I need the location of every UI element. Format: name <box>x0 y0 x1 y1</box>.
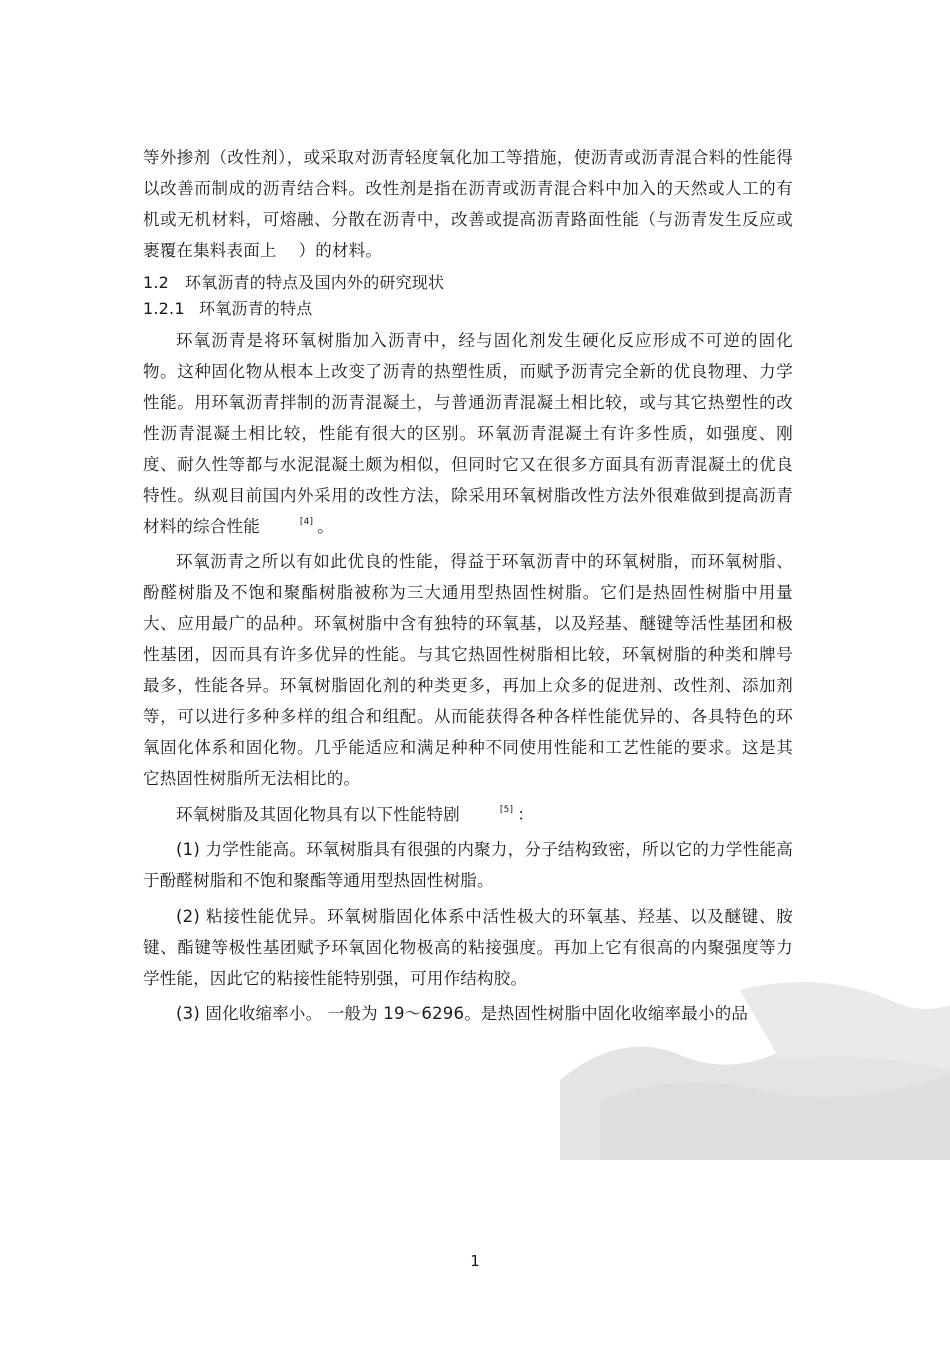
section-number: 1.2 <box>143 272 170 292</box>
subsection-title: 环氧沥青的特点 <box>199 298 313 318</box>
list-item-adhesion-properties: (2) 粘接性能优异。环氧树脂固化体系中活性极大的环氧基、羟基、以及醚键、胺键、酯键等极性基团赋予环氧固化物极高的粘接强度。再加上它有很高的内聚强度等力学性能，因此它的粘接性能特别强，可用作结构胶。 <box>143 906 793 988</box>
section-heading-1-2 <box>143 271 793 295</box>
paragraph-properties-intro: 环氧树脂及其固化物具有以下性能特剧 [5] ： <box>176 804 534 824</box>
section-title: 环氧沥青的特点及国内外的研究现状 <box>185 272 445 292</box>
subsection-number: 1.2.1 <box>143 298 185 318</box>
paragraph-epoxy-resin-advantages: 环氧沥青之所以有如此优良的性能，得益于环氧沥青中的环氧树脂，而环氧树脂、酚醛树脂及不饱和聚酯树脂被称为三大通用型热固性树脂。它们是热固性树脂中用量大、应用最广的品种。环氧树脂中含有独特的环氧基，以及羟基、醚键等活性基团和极性基团，因而具有许多优异的性能。与其它热固性树脂相比较，环氧树脂的种类和牌号最多，性能各异。环氧树脂固化剂的种类更多，再加上众多的促进剂、改性剂、添加剂等，可以进行多种多样的组合和组配。从而能获得各种各样性能优异的、各具特色的环氧固化体系和固化物。几乎能适应和满足种种不同使用性能和工艺性能的要求。这是其它热固性树脂所无法相比的。 <box>143 552 793 788</box>
list-item-curing-shrinkage: (3) 固化收缩率小。 一般为 19～6296。是热固性树脂中固化收缩率最小的品 <box>176 1004 749 1023</box>
page-number: 1 <box>470 1252 480 1270</box>
list-item-mechanical-properties: (1) 力学性能高。环氧树脂具有很强的内聚力，分子结构致密，所以它的力学性能高于酚醛树脂和不饱和聚酯等通用型热固性树脂。 <box>143 840 793 890</box>
citation-5: [5] <box>499 804 514 815</box>
document-body <box>143 142 793 1034</box>
section-heading-1-2-1 <box>143 297 793 321</box>
intro-paragraph: 等外掺剂（改性剂），或采取对沥青轻度氧化加工等措施，使沥青或沥青混合料的性能得以改善而制成的沥青结合料。改性剂是指在沥青或沥青混合料中加入的天然或人工的有机或无机材料，可熔融、分散在沥青中，改善或提高沥青路面性能（与沥青发生反应或裹覆在集料表面上 ）的材料。 <box>143 148 793 260</box>
paragraph-epoxy-asphalt-definition: 环氧沥青是将环氧树脂加入沥青中，经与固化剂发生硬化反应形成不可逆的固化物。这种固化物从根本上改变了沥青的热塑性质，而赋予沥青完全新的优良物理、力学性能。用环氧沥青拌制的沥青混凝土，与普通沥青混凝土相比较，或与其它热塑性的改性沥青混凝土相比较，性能有很大的区别。环氧沥青混凝土有许多性质，如强度、刚度、耐久性等都与水泥混凝土颇为相似，但同时它又在很多方面具有沥青混凝土的优良特性。纵观目前国内外采用的改性方法，除采用环氧树脂改性方法外很难做到提高沥青材料的综合性能 [4] 。 <box>143 330 793 536</box>
citation-4: [4] <box>299 516 314 527</box>
